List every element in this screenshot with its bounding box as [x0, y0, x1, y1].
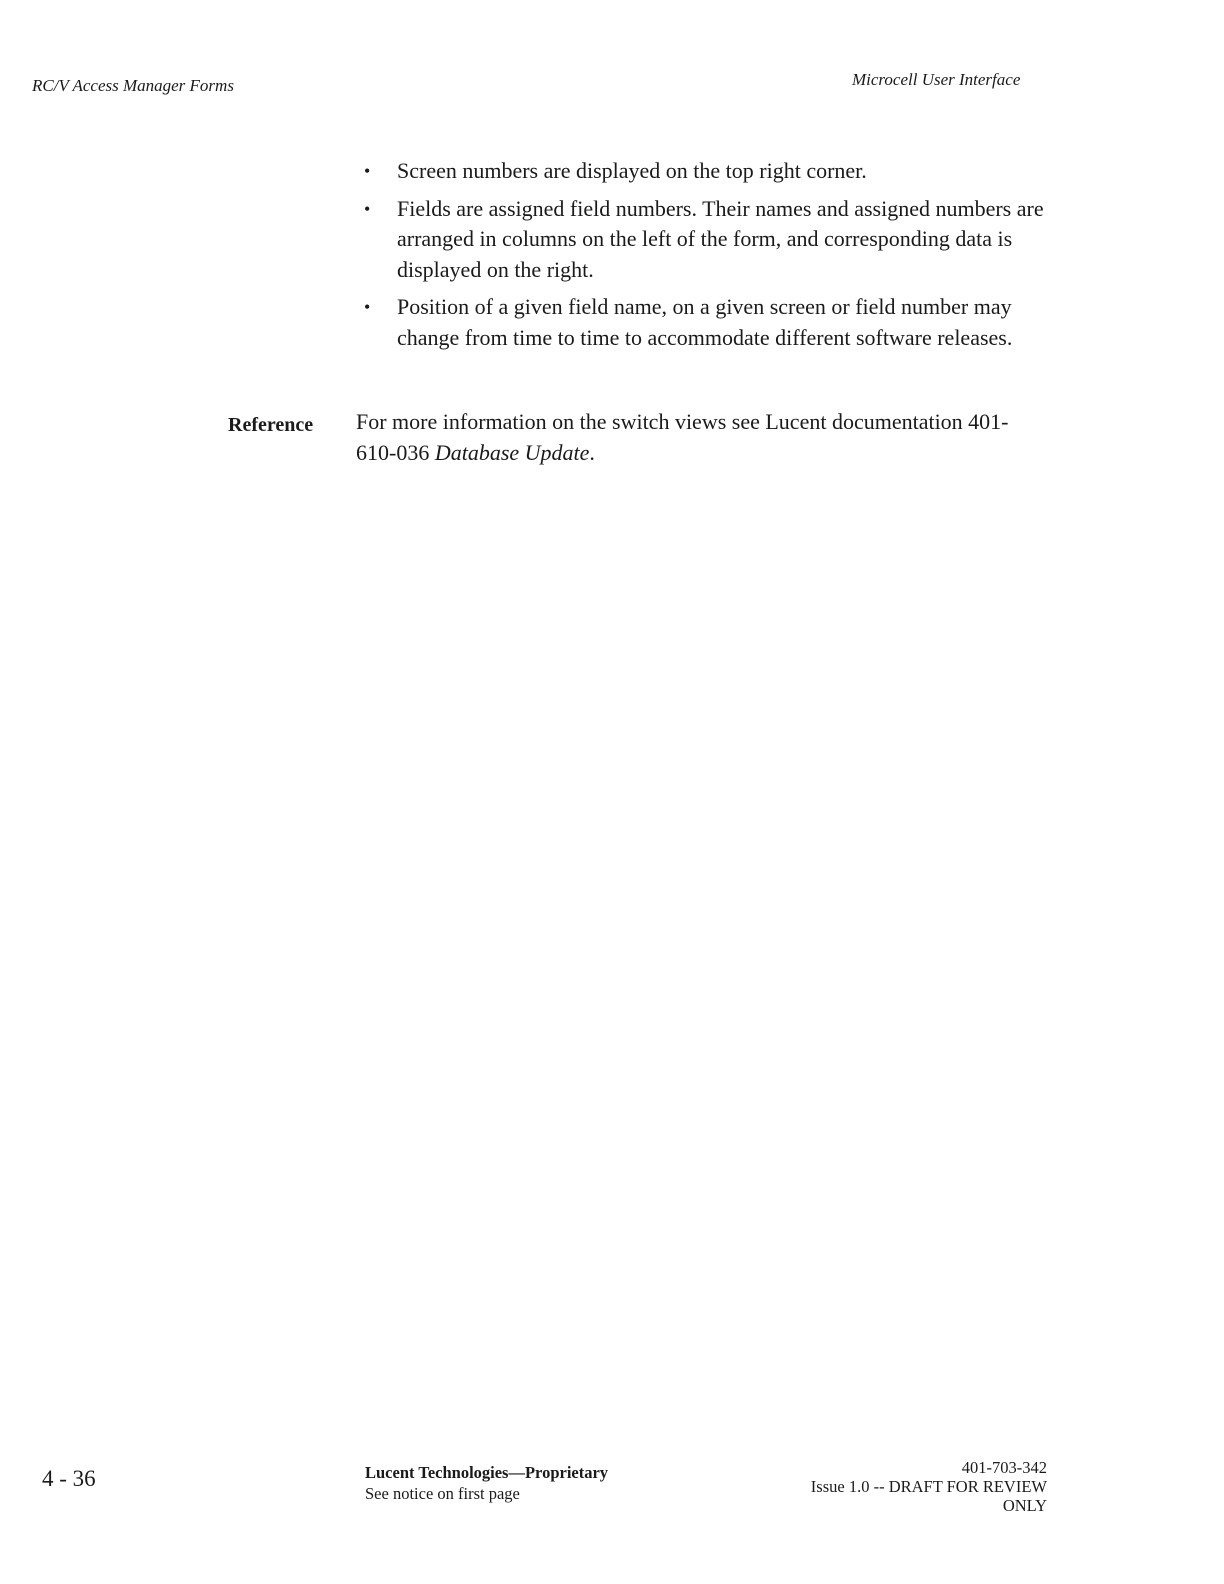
footer-document-info	[744, 1458, 1047, 1515]
footer-doc-number: 401-703-342	[961, 1458, 1047, 1477]
footer-notice: See notice on first page	[365, 1484, 520, 1503]
bullet-item	[364, 156, 1044, 187]
footer-issue: Issue 1.0 -- DRAFT FOR REVIEW	[810, 1477, 1047, 1496]
reference-text	[356, 406, 1046, 468]
bullet-list	[364, 156, 1044, 360]
bullet-icon: •	[364, 161, 371, 181]
bullet-text: Position of a given field name, on a given screen or field number may change from time to time to accommodate different software releases.	[397, 294, 1013, 350]
footer-issue-continued: ONLY	[1002, 1496, 1047, 1515]
footer-proprietary	[365, 1462, 608, 1504]
reference-label: Reference	[228, 414, 314, 436]
footer-company: Lucent Technologies—Proprietary	[365, 1463, 609, 1482]
bullet-icon: •	[364, 297, 371, 317]
bullet-text: Screen numbers are displayed on the top right corner.	[397, 158, 867, 183]
reference-text-prefix: For more information on the switch views see Lucent documentation 401-610-036	[356, 409, 1009, 465]
bullet-item	[364, 292, 1044, 353]
page-number: 4 - 36	[42, 1466, 96, 1491]
bullet-icon: •	[364, 198, 371, 219]
bullet-text: Fields are assigned field numbers. Their names and assigned numbers are arranged in columns on the left of the form, and corresponding data is displayed on the right.	[397, 195, 1044, 282]
reference-text-suffix: .	[589, 440, 595, 465]
reference-document-title: Database Update	[434, 440, 590, 465]
bullet-item	[364, 194, 1044, 286]
running-header-left: RC/V Access Manager Forms	[32, 76, 234, 95]
running-header-right: Microcell User Interface	[852, 70, 1021, 89]
